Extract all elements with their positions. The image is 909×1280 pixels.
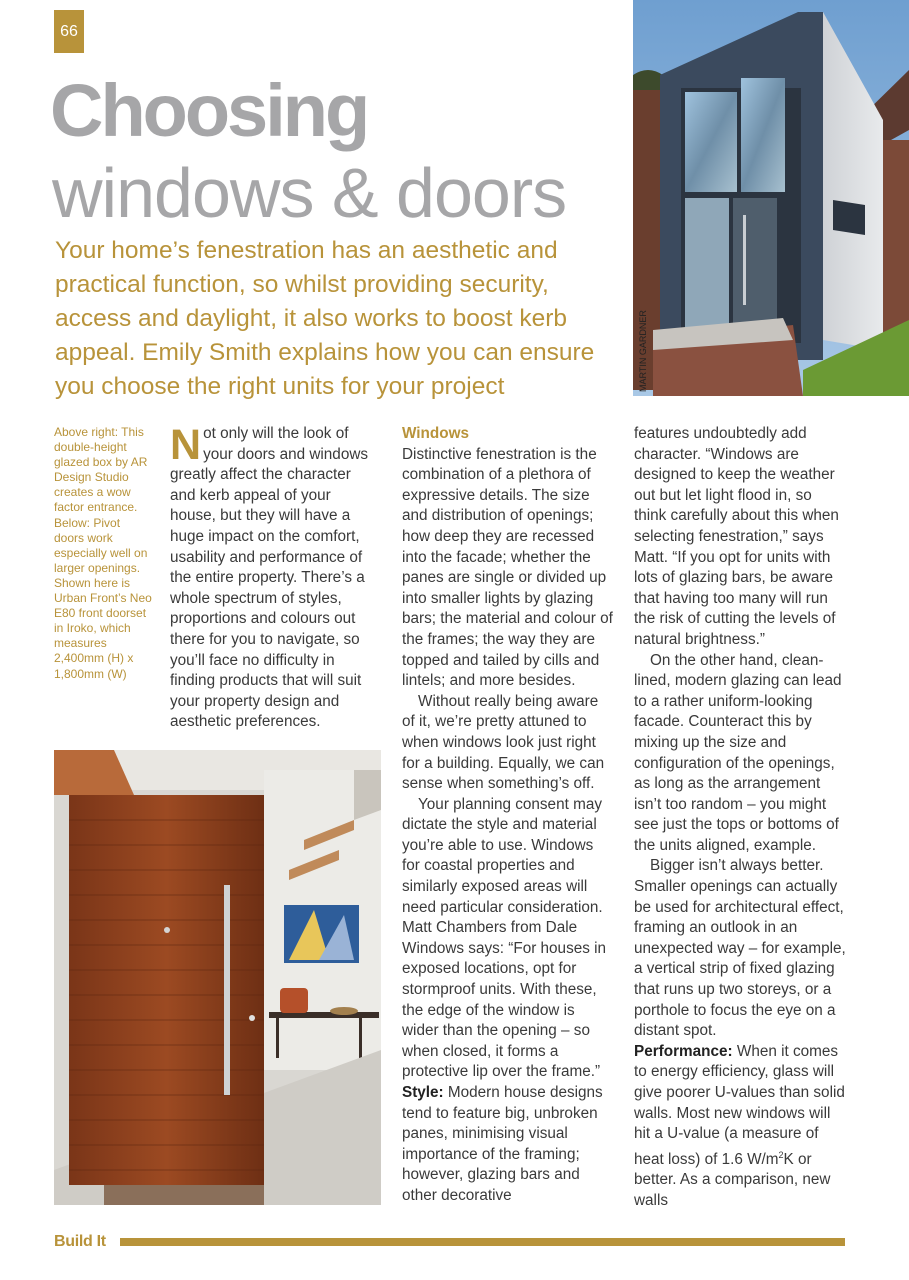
- paragraph: Without really being aware of it, we’re pretty attuned to when windows look just right for a building. Equally, we can sense when something’s off.: [402, 692, 605, 793]
- glazed-box-photo: [633, 0, 909, 396]
- footer-brand: Build It: [54, 1233, 106, 1250]
- paragraph: Your planning consent may dictate the style and material you’re able to use. Windows for coastal properties and similarly exposed areas will need particular consideration. Matt Chambers from Dale Windows says: “For houses in exposed locations, opt for stormproof units. With these, the edge of the window is wider than the opening – so when closed, it forms a protective lip over the frame.”: [402, 795, 607, 1081]
- drop-cap: N: [170, 421, 202, 469]
- subhead-style: Style:: [402, 1084, 444, 1101]
- photo-credit: MARTIN GARDNER: [638, 310, 648, 392]
- body-column-3: [634, 424, 848, 1212]
- paragraph-style: Style: Modern house designs tend to feature big, unbroken panes, minimising visual importance of the framing; however, glazing bars and other decorative: [402, 1084, 603, 1204]
- photo-caption: Above right: This double-height glazed box by AR Design Studio creates a wow factor entrance. Below: Pivot doors work especially well on larger openings. Shown here is Urban Front’s Neo E80 front doorset in Iroko, which measures 2,400mm (H) x 1,800mm (W): [54, 425, 152, 681]
- headline-sub: windows & doors: [52, 154, 567, 232]
- section-heading-windows: Windows: [402, 425, 469, 442]
- standfirst: Your home’s fenestration has an aesthetic and practical function, so whilst providing security, access and daylight, it also works to boost kerb appeal. Emily Smith explains how you can ensure you choose the right units for your project: [55, 237, 595, 400]
- pivot-door-photo: [54, 750, 381, 1205]
- paragraph: Distinctive fenestration is the combination of a plethora of expressive details. The size and distribution of openings; how deep they are recessed into the facade; whether the panes are single or divided up into smaller lights by glazing bars; the material and colour of the frames; the way they are topped and tailed by cills and lintels; and more besides.: [402, 445, 613, 690]
- paragraph: Bigger isn’t always better. Smaller openings can actually be used for architectural effect, framing an outlook in an unexpected way – for example, a vertical strip of fixed glazing that runs up two storeys, or a porthole to focus the eye on a distant spot.: [634, 857, 846, 1040]
- headline-main: Choosing: [50, 69, 368, 152]
- footer-rule: [120, 1238, 845, 1246]
- paragraph: features undoubtedly add character. “Windows are designed to keep the weather out but let light flood in, so think carefully about this when selecting fenestration,” says Matt. “If you opt for units with lots of glazing bars, be aware that having too many will run the risk of cutting the levels of natural brightness.”: [634, 425, 839, 648]
- subhead-performance: Performance:: [634, 1042, 733, 1060]
- page-number: 66: [54, 10, 84, 53]
- paragraph: On the other hand, clean-lined, modern glazing can lead to a rather uniform-looking facade. Counteract this by mixing up the size and configuration of the openings, as long as the arrangement isn’t too random – you might see just the tops or bottoms of the units aligned, example.: [634, 651, 842, 854]
- intro-paragraph: Not only will the look of your doors and windows greatly affect the character and kerb appeal of your house, but they will have a huge impact on the comfort, usability and performance of the entire property. There’s a whole spectrum of styles, proportions and colours out there for you to navigate, so you’ll face no difficulty in finding products that will suit your property design and aesthetic preferences.: [170, 421, 369, 731]
- body-column-1: [170, 421, 380, 733]
- body-column-2: [402, 424, 615, 1207]
- paragraph-performance: Performance: When it comes to energy efficiency, glass will give poorer U-values than solid walls. Most new windows will hit a U-value (a measure of heat loss) of 1.6 $W/m^2K$ or better. As a comparison, new walls: [634, 1042, 845, 1210]
